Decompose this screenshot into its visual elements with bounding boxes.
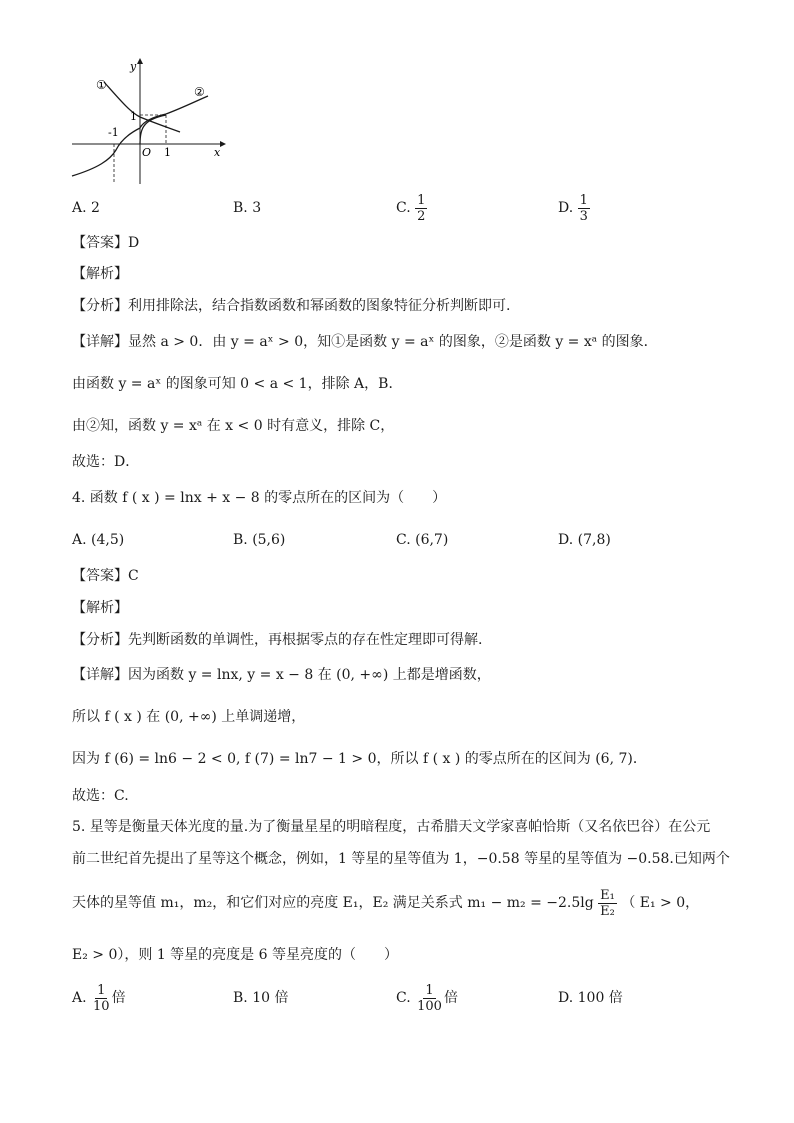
q4-option-b: B. (5,6)	[233, 532, 286, 548]
q4-stem: 4. 函数 f ( x ) = lnx + x − 8 的零点所在的区间为（ ）	[72, 490, 447, 506]
tick-x-pos: 1	[164, 146, 171, 159]
q3-choose: 故选：D．	[72, 454, 140, 470]
q3-option-d: D. $\frac{1}{3}$	[558, 192, 588, 224]
q4-fenxi: 【分析】先判断函数的单调性，再根据零点的存在性定理即可得解.	[72, 632, 483, 648]
q5-option-c: C. $\frac{1}{100}$ 倍	[396, 982, 458, 1014]
q4-line2: 所以 f ( x ) 在 (0, +∞) 上单调递增，	[72, 709, 306, 725]
y-axis-label: y	[130, 60, 137, 73]
q3-option-b: B. 3	[233, 200, 262, 216]
q5-option-a: A. $\frac{1}{10}$ 倍	[72, 982, 126, 1014]
q3-answer: 【答案】D	[72, 235, 140, 251]
q3-xiangjie: 【详解】显然 a > 0．由 y = aˣ > 0，知①是函数 y = aˣ 的图象，②是函数 y = xᵃ 的图象．	[72, 334, 658, 350]
tick-y: 1	[130, 110, 137, 123]
q4-answer: 【答案】C	[72, 568, 139, 584]
q3-line2: 由函数 y = aˣ 的图象可知 0 < a < 1，排除 A，B．	[72, 376, 403, 392]
curve2-label: ②	[194, 85, 205, 99]
q3-line3: 由②知，函数 y = xᵃ 在 x < 0 时有意义，排除 C，	[72, 418, 395, 434]
q4-option-d: D. (7,8)	[558, 532, 611, 548]
q3-option-c: C. $\frac{1}{2}$	[396, 192, 426, 224]
q5-line4: E₂ > 0），则 1 等星的亮度是 6 等星亮度的（ ）	[72, 947, 398, 963]
q5-line3: 天体的星等值 m₁，m₂，和它们对应的亮度 E₁，E₂ 满足关系式 m₁ − m₂ = −2.5lg $\frac{\text{E₁}}{\text{E₂}}$ （ E₁ > 0，	[72, 887, 700, 919]
q4-choose: 故选：C.	[72, 788, 129, 804]
q4-option-a: A. (4,5)	[72, 532, 125, 548]
origin-label: O	[142, 146, 152, 159]
q5-option-d: D. 100 倍	[558, 990, 623, 1006]
q4-option-c: C. (6,7)	[396, 532, 449, 548]
tick-x-neg: -1	[108, 126, 119, 139]
q4-analysis-head: 【解析】	[72, 600, 128, 616]
x-axis-label: x	[214, 146, 221, 159]
curve1-label: ①	[96, 78, 107, 92]
function-graph	[68, 56, 228, 188]
q5-line2: 前二世纪首先提出了星等这个概念，例如，1 等星的星等值为 1，−0.58 等星的星等值为 −0.58.已知两个	[72, 851, 730, 867]
q3-option-a: A. 2	[72, 200, 100, 216]
q3-fenxi: 【分析】利用排除法，结合指数函数和幂函数的图象特征分析判断即可.	[72, 298, 511, 314]
q3-analysis-head: 【解析】	[72, 266, 128, 282]
q5-line1: 5. 星等是衡量天体光度的量.为了衡量星星的明暗程度，古希腊天文学家喜帕恰斯（又名依巴谷）在公元	[72, 819, 711, 835]
q4-line3: 因为 f (6) = ln6 − 2 < 0, f (7) = ln7 − 1 > 0，所以 f ( x ) 的零点所在的区间为 (6, 7)．	[72, 751, 647, 767]
q4-xiangjie: 【详解】因为函数 y = lnx, y = x − 8 在 (0, +∞) 上都是增函数，	[72, 667, 491, 683]
q5-option-b: B. 10 倍	[233, 990, 289, 1006]
